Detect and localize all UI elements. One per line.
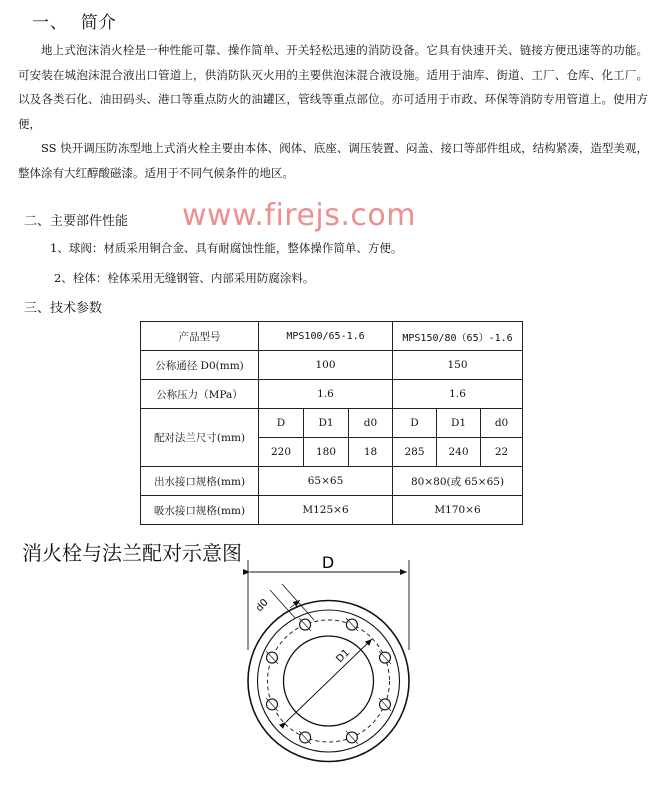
table-row [141, 351, 523, 380]
table-cell: 配对法兰尺寸(mm) [141, 409, 259, 467]
section-heading-parts: 二、主要部件性能 [24, 214, 129, 229]
table-cell: 22 [481, 438, 523, 467]
figure-title: 消火栓与法兰配对示意图 [22, 541, 242, 565]
section-heading-tech: 三、技术参数 [24, 301, 103, 316]
watermark: www.firejs.com [182, 198, 416, 233]
intro-paragraph-1: 地上式泡沫消火栓是一种性能可靠、操作简单、开关轻松迅速的消防设备。它具有快速开关、链接方便迅速等的功能。可安装在城泡沫混合液出口管道上，供消防队灭火用的主要供泡沫混合液设施。适用于油库、街道、工厂、仓库、化工厂。以及各类石化、油田码头、港口等重点防火的油罐区，管线等重点部位。亦可适用于市政、环保等消防专用管道上。使用方便， [18, 43, 648, 131]
table-cell: d0 [481, 409, 523, 438]
table-row [141, 409, 523, 438]
spec-table [140, 321, 523, 525]
parts-item-2: 2、栓体：栓体采用无缝钢管、内部采用防腐涂料。 [54, 271, 315, 285]
dimension-line-D1 [286, 639, 372, 722]
table-row [141, 467, 523, 496]
section-heading-intro: 一、 简介 [32, 13, 117, 33]
parts-item-1: 1、球阀：材质采用铜合金、具有耐腐蚀性能，整体操作简单、方便。 [50, 241, 403, 255]
table-cell: 产品型号 [141, 322, 259, 351]
table-cell: 出水接口规格(mm) [141, 467, 259, 496]
table-cell: 65×65 [259, 467, 393, 496]
table-cell: 公称压力（MPa） [141, 380, 259, 409]
table-cell: 285 [393, 438, 437, 467]
table-cell: 240 [437, 438, 481, 467]
table-cell: 100 [259, 351, 393, 380]
flange-diagram [230, 550, 430, 790]
table-cell: 18 [349, 438, 393, 467]
table-row [141, 380, 523, 409]
table-cell: 150 [393, 351, 523, 380]
table-cell: 1.6 [259, 380, 393, 409]
table-cell: D1 [437, 409, 481, 438]
table-cell: D [259, 409, 304, 438]
table-cell: D [393, 409, 437, 438]
table-cell: 220 [259, 438, 304, 467]
table-cell: 80×80(或 65×65) [393, 467, 523, 496]
table-cell: MPS100/65-1.6 [259, 322, 393, 351]
intro-text [18, 38, 648, 185]
label-D1: D1 [334, 647, 353, 666]
table-cell: 180 [304, 438, 349, 467]
table-row [141, 496, 523, 525]
table-cell: M170×6 [393, 496, 523, 525]
table-cell: 吸水接口规格(mm) [141, 496, 259, 525]
table-row [141, 322, 523, 351]
label-D: D [321, 553, 335, 572]
table-cell: MPS150/80（65）-1.6 [393, 322, 523, 351]
label-d0: d0 [254, 597, 271, 615]
table-cell: 1.6 [393, 380, 523, 409]
table-cell: M125×6 [259, 496, 393, 525]
table-cell: 公称通径 D0(mm) [141, 351, 259, 380]
table-cell: D1 [304, 409, 349, 438]
intro-paragraph-2: SS 快开调压防冻型地上式消火栓主要由本体、阀体、底座、调压装置、闷盖、接口等部件组成，结构紧凑，造型美观，整体涂有大红醇酸磁漆。适用于不同气候条件的地区。 [18, 141, 648, 180]
table-cell: d0 [349, 409, 393, 438]
